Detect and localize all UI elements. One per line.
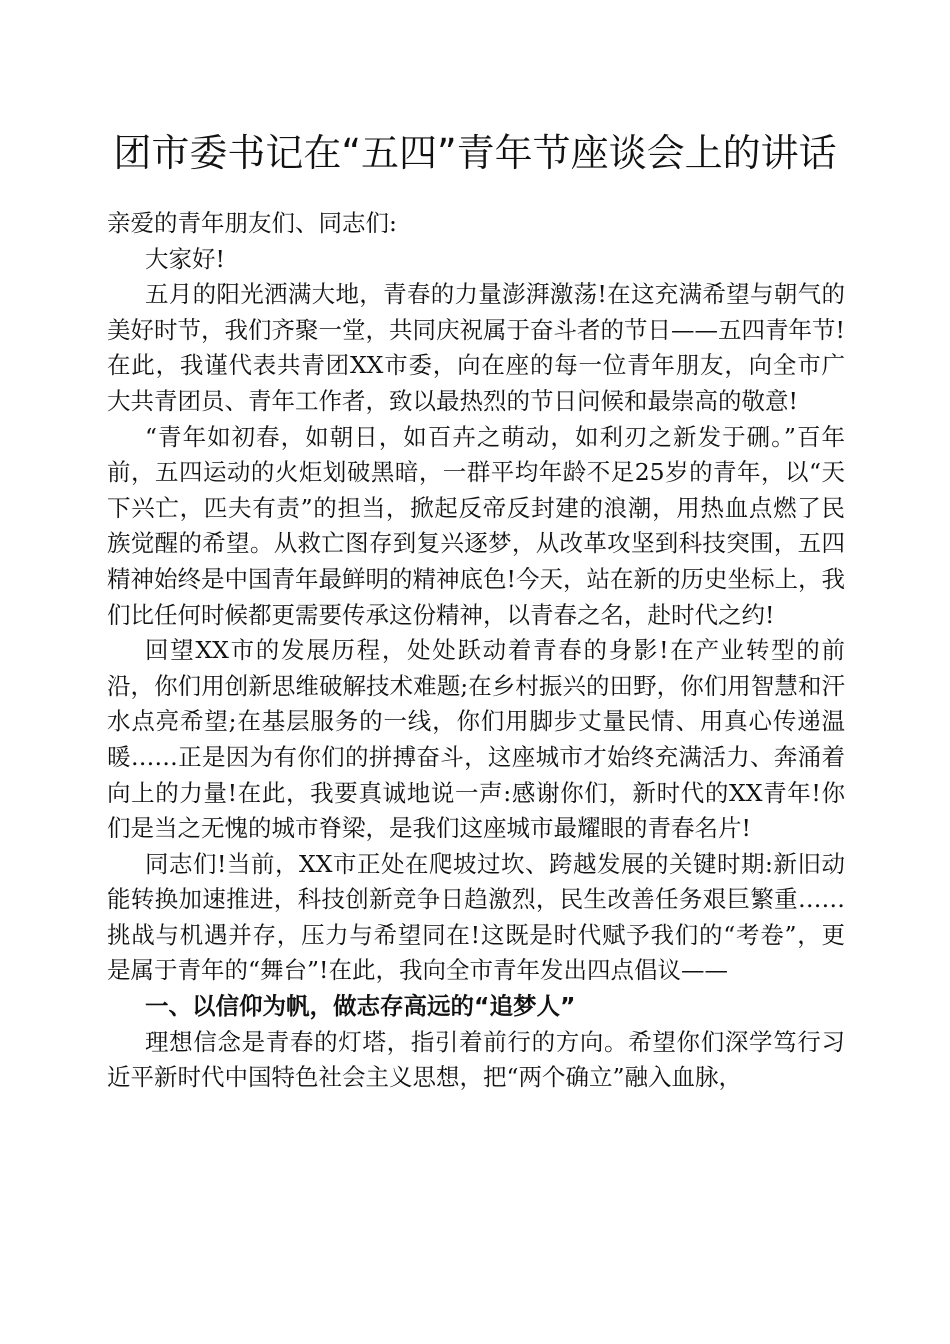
section-heading-1: 一、以信仰为帆，做志存高远的“追梦人” [145,992,576,1021]
paragraph-4: 同志们!当前，XX市正处在爬坡过坎、跨越发展的关键时期:新旧动能转换加速推进，科技创新竞争日趋激烈，民生改善任务艰巨繁重……挑战与机遇并存，压力与希望同在!这既是时代赋予我们的“考卷”，更是属于青年的“舞台”!在此，我向全市青年发出四点倡议—— [107,849,845,985]
paragraph-2: “青年如初春，如朝日，如百卉之萌动，如利刃之新发于硎。”百年前，五四运动的火炬划破黑暗，一群平均年龄不足25岁的青年，以“天下兴亡，匹夫有责”的担当，掀起反帝反封建的浪潮，用热血点燃了民族觉醒的希望。从救亡图存到复兴逐梦，从改革攻坚到科技突围，五四精神始终是中国青年最鲜明的精神底色!今天，站在新的历史坐标上，我们比任何时候都更需要传承这份精神，以青春之名，赴时代之约! [107,422,845,629]
salutation: 亲爱的青年朋友们、同志们: [107,209,397,237]
greeting: 大家好! [145,244,225,273]
paragraph-3: 回望XX市的发展历程，处处跃动着青春的身影!在产业转型的前沿，你们用创新思维破解技术难题;在乡村振兴的田野，你们用智慧和汗水点亮希望;在基层服务的一线，你们用脚步丈量民情、用真心传递温暖……正是因为有你们的拼搏奋斗，这座城市才始终充满活力、奔涌着向上的力量!在此，我要真诚地说一声:感谢你们，新时代的XX青年!你们是当之无愧的城市脊梁，是我们这座城市最耀眼的青春名片! [107,636,845,843]
paragraph-1: 五月的阳光洒满大地，青春的力量澎湃激荡!在这充满希望与朝气的美好时节，我们齐聚一堂，共同庆祝属于奋斗者的节日——五四青年节!在此，我谨代表共青团XX市委，向在座的每一位青年朋友，向全市广大共青团员、青年工作者，致以最热烈的节日问候和最崇高的敬意! [107,280,845,415]
document-title: 团市委书记在“五四”青年节座谈会上的讲话 [113,131,837,175]
section-paragraph-1: 理想信念是青春的灯塔，指引着前行的方向。希望你们深学笃行习近平新时代中国特色社会主义思想，把“两个确立”融入血脉， [107,1027,845,1092]
document-body [107,206,845,1096]
